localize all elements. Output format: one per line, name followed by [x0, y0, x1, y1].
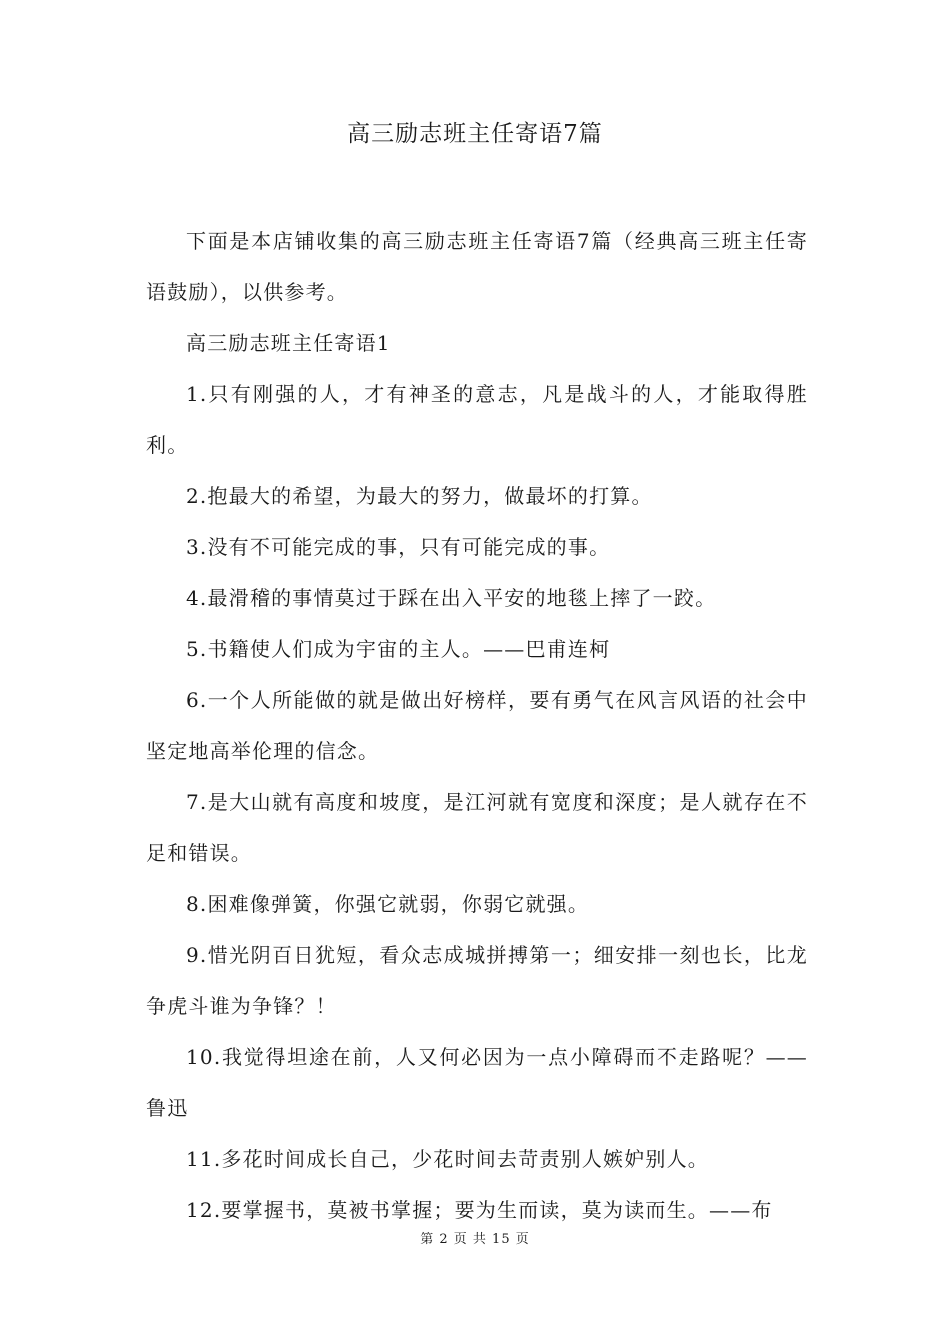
quote-paragraph: 4.最滑稽的事情莫过于踩在出入平安的地毯上摔了一跤。: [186, 586, 717, 610]
intro-paragraph: 下面是本店铺收集的高三励志班主任寄语7篇（经典高三班主任寄语鼓励），以供参考。: [146, 229, 808, 304]
quote-paragraph: 10.我觉得坦途在前，人又何必因为一点小障碍而不走路呢？——鲁迅: [146, 1045, 808, 1120]
quote-paragraph: 12.要掌握书，莫被书掌握；要为生而读，莫为读而生。——布: [186, 1198, 773, 1222]
quote-paragraph: 11.多花时间成长自己，少花时间去苛责别人嫉妒别人。: [186, 1147, 710, 1171]
quote-paragraph: 1.只有刚强的人，才有神圣的意志，凡是战斗的人，才能取得胜利。: [146, 382, 808, 457]
quote-paragraph: 6.一个人所能做的就是做出好榜样，要有勇气在风言风语的社会中坚定地高举伦理的信念。: [146, 688, 808, 763]
page-number-footer: 第 2 页 共 15 页: [420, 1232, 530, 1247]
quote-paragraph: 5.书籍使人们成为宇宙的主人。——巴甫连柯: [186, 637, 611, 661]
quote-paragraph: 2.抱最大的希望，为最大的努力，做最坏的打算。: [186, 484, 653, 508]
section-heading: 高三励志班主任寄语1: [186, 331, 391, 355]
document-body: [146, 216, 808, 1236]
quote-paragraph: 9.惜光阴百日犹短，看众志成城拼搏第一；细安排一刻也长，比龙争虎斗谁为争锋？！: [146, 943, 808, 1018]
quote-paragraph: 3.没有不可能完成的事，只有可能完成的事。: [186, 535, 611, 559]
quote-paragraph: 8.困难像弹簧，你强它就弱，你弱它就强。: [186, 892, 590, 916]
document-title: 高三励志班主任寄语7篇: [347, 121, 603, 147]
quote-paragraph: 7.是大山就有高度和坡度，是江河就有宽度和深度；是人就存在不足和错误。: [146, 790, 808, 865]
